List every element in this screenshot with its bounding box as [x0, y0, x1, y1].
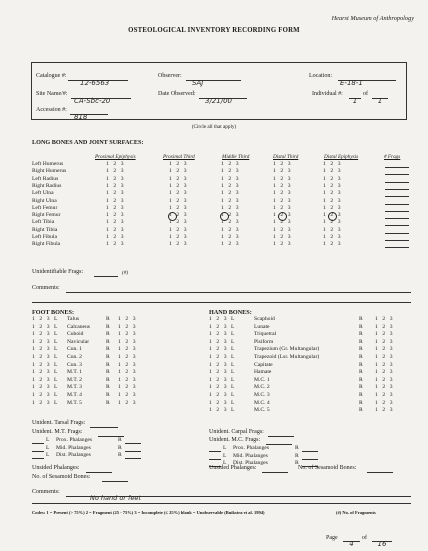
score-cell[interactable]: 1 2 3: [323, 190, 343, 197]
hand-bone-label: Hamate: [254, 369, 272, 376]
comments2-field[interactable]: No hand or feet: [66, 487, 411, 497]
circle-mark: [220, 212, 229, 221]
score-cell[interactable]: 1 2 3: [273, 226, 293, 233]
foot-bones-heading: FOOT BONES:: [32, 309, 75, 316]
col-proximal-third: Proximal Third: [163, 154, 195, 160]
score-cell[interactable]: 1 2 3: [221, 197, 241, 204]
long-bone-label: Right Fibula: [32, 241, 61, 248]
left-marker: L: [223, 445, 227, 451]
catalogue-field[interactable]: 12-6563: [68, 72, 128, 81]
phalanges-label: Dist. Phalanges: [233, 460, 268, 467]
col-proximal-epiphysis: Proximal Epiphysis: [95, 154, 136, 160]
hand-left-score[interactable]: 1 2 3: [209, 392, 229, 398]
score-cell[interactable]: 1 2 3: [323, 161, 343, 167]
score-cell[interactable]: 1 2 3: [323, 219, 343, 226]
hand-right-score[interactable]: 1 2 3: [375, 361, 395, 368]
foot-right-marker: R: [106, 346, 110, 353]
score-cell[interactable]: 1 2 3: [323, 168, 343, 175]
hand-bone-label: Triquetral: [254, 331, 277, 338]
score-cell[interactable]: 1 2 3: [169, 182, 189, 189]
codes-legend: Codes: 1 = Present (> 75%) 2 = Fragment (25 - 75%) 3 = Incomplete (≤ 25%) blank = Unobservable (Buikstra et al. 1994): [32, 510, 265, 515]
hand-right-marker: R: [359, 323, 363, 330]
score-cell[interactable]: 1 2 3: [106, 204, 126, 211]
observer-field[interactable]: SAJ: [186, 72, 241, 81]
score-cell[interactable]: 1 2 3: [273, 234, 293, 240]
long-bone-label: Right Tibia: [32, 226, 58, 233]
foot-right-score[interactable]: 1 2 3: [118, 316, 138, 322]
foot-bone-label: M.T. 1: [67, 369, 82, 376]
score-cell[interactable]: 1 2 3: [106, 182, 126, 189]
foot-left-marker: L: [54, 384, 58, 391]
foot-left-marker: L: [54, 399, 58, 406]
date-field[interactable]: 3/21/00: [199, 90, 247, 99]
foot-right-marker: R: [106, 338, 110, 345]
score-cell[interactable]: 1 2 3: [106, 190, 126, 197]
score-cell[interactable]: 1 2 3: [106, 161, 126, 167]
hand-left-score[interactable]: 1 2 3: [209, 316, 229, 322]
hand-left-score[interactable]: 1 2 3: [209, 323, 229, 330]
unidentifiable-label: Unidentifiable Frags:: [32, 269, 84, 275]
hand-left-score[interactable]: 1 2 3: [209, 384, 229, 391]
comments-line[interactable]: [66, 292, 411, 293]
left-marker: L: [46, 437, 50, 443]
foot-right-score[interactable]: 1 2 3: [118, 331, 138, 338]
foot-left-marker: L: [54, 338, 58, 345]
right-marker: R: [295, 460, 299, 467]
score-cell[interactable]: 1 2 3: [273, 190, 293, 197]
hand-bone-label: M.C. 4: [254, 399, 270, 406]
museum-name: Hearst Museum of Anthropology: [331, 15, 414, 22]
unident-mt-field[interactable]: [98, 428, 124, 437]
long-bone-label: Left Fibula: [32, 234, 58, 240]
foot-right-score[interactable]: 1 2 3: [118, 376, 138, 383]
hand-sesamoid-label: No. of Sesamoid Bones:: [298, 465, 357, 471]
circle-mark: [278, 212, 287, 221]
location-field[interactable]: E-18-1: [338, 72, 396, 81]
foot-right-score[interactable]: 1 2 3: [118, 346, 138, 353]
foot-left-marker: L: [54, 354, 58, 360]
score-cell[interactable]: 1 2 3: [221, 219, 241, 226]
page-of-label: of: [362, 535, 367, 541]
score-cell[interactable]: 1 2 3: [169, 168, 189, 175]
hand-right-marker: R: [359, 316, 363, 322]
hand-bone-label: Scaphoid: [254, 316, 275, 322]
hand-right-marker: R: [359, 369, 363, 376]
score-cell[interactable]: 1 2 3: [273, 161, 293, 167]
hand-left-marker: L: [231, 323, 235, 330]
foot-right-marker: R: [106, 361, 110, 368]
foot-right-marker: R: [106, 384, 110, 391]
phalanges-label: Prox. Phalanges: [56, 437, 93, 443]
foot-bone-label: M.T. 5: [67, 399, 82, 406]
score-cell[interactable]: 1 2 3: [323, 182, 343, 189]
long-bone-row: [32, 234, 412, 241]
hand-left-score[interactable]: 1 2 3: [209, 407, 229, 414]
unidentifiable-field[interactable]: [94, 268, 118, 277]
hand-right-marker: R: [359, 331, 363, 338]
accession-label: Accession #:: [36, 107, 67, 113]
foot-left-score[interactable]: 1 2 3: [32, 338, 52, 345]
unident-carpal-label: Unident. Carpal Frags:: [209, 429, 264, 435]
score-cell[interactable]: 1 2 3: [221, 161, 241, 167]
hand-bone-label: Capitate: [254, 361, 273, 368]
hand-right-marker: R: [359, 399, 363, 406]
hand-bones-heading: HAND BONES:: [209, 309, 252, 316]
hand-left-marker: L: [231, 338, 235, 345]
col-distal-third: Distal Third: [273, 154, 299, 160]
comments-line-2: [32, 302, 411, 303]
score-cell[interactable]: 1 2 3: [323, 241, 343, 248]
long-bone-label: Left Humerus: [32, 161, 64, 167]
circle-mark: [168, 212, 177, 221]
individual-label: Individual #:: [312, 91, 343, 97]
foot-right-marker: R: [106, 399, 110, 406]
long-bone-label: Left Femur: [32, 204, 58, 211]
right-count-field[interactable]: [125, 437, 141, 444]
hand-right-score[interactable]: 1 2 3: [375, 331, 395, 338]
score-cell[interactable]: 1 2 3: [106, 197, 126, 204]
hand-bone-label: M.C. 3: [254, 392, 270, 398]
foot-right-score[interactable]: 1 2 3: [118, 338, 138, 345]
foot-right-score[interactable]: 1 2 3: [118, 361, 138, 368]
long-bone-row: [32, 161, 412, 168]
unidentifiable-suffix: (#): [122, 270, 129, 276]
foot-bone-label: M.T. 2: [67, 376, 82, 383]
foot-left-marker: L: [54, 331, 58, 338]
hand-left-score[interactable]: 1 2 3: [209, 338, 229, 345]
catalogue-label: Catalogue #:: [36, 73, 67, 79]
score-cell[interactable]: 1 2 3: [273, 204, 293, 211]
foot-bone-label: Cun. 3: [67, 361, 82, 368]
score-cell[interactable]: 1 2 3: [221, 226, 241, 233]
phalanges-label: Mid. Phalanges: [56, 444, 91, 451]
hand-right-score[interactable]: 1 2 3: [375, 354, 395, 360]
score-cell[interactable]: 1 2 3: [273, 212, 293, 219]
hand-left-score[interactable]: 1 2 3: [209, 376, 229, 383]
score-cell[interactable]: 1 2 3: [169, 234, 189, 240]
foot-left-score[interactable]: 1 2 3: [32, 392, 52, 398]
hand-right-score[interactable]: 1 2 3: [375, 407, 395, 414]
score-cell[interactable]: 1 2 3: [169, 212, 189, 219]
hand-left-marker: L: [231, 361, 235, 368]
left-marker: L: [46, 444, 50, 451]
foot-left-score[interactable]: 1 2 3: [32, 361, 52, 368]
left-count-field[interactable]: [32, 437, 44, 444]
score-cell[interactable]: 1 2 3: [273, 197, 293, 204]
unident-tarsal-field[interactable]: [90, 419, 118, 428]
hand-right-score[interactable]: 1 2 3: [375, 338, 395, 345]
score-cell[interactable]: 1 2 3: [169, 204, 189, 211]
long-bones-heading: LONG BONES AND JOINT SURFACES:: [32, 139, 144, 146]
score-cell[interactable]: 1 2 3: [221, 204, 241, 211]
hand-right-marker: R: [359, 338, 363, 345]
left-marker: L: [223, 460, 227, 467]
score-cell[interactable]: 1 2 3: [169, 190, 189, 197]
long-bone-label: Left Radius: [32, 175, 59, 182]
score-cell[interactable]: 1 2 3: [106, 234, 126, 240]
col-distal-epiphysis: Distal Epiphysis: [324, 154, 359, 160]
comments-label: Comments:: [32, 285, 60, 291]
foot-left-score[interactable]: 1 2 3: [32, 399, 52, 406]
score-cell[interactable]: 1 2 3: [221, 234, 241, 240]
score-cell[interactable]: 1 2 3: [106, 175, 126, 182]
score-cell[interactable]: 1 2 3: [273, 182, 293, 189]
hand-right-score[interactable]: 1 2 3: [375, 316, 395, 322]
foot-right-marker: R: [106, 316, 110, 322]
foot-right-marker: R: [106, 331, 110, 338]
score-cell[interactable]: 1 2 3: [323, 175, 343, 182]
score-cell[interactable]: 1 2 3: [106, 219, 126, 226]
left-count-field[interactable]: [32, 452, 44, 459]
long-bone-row: [32, 168, 412, 175]
score-cell[interactable]: 1 2 3: [106, 168, 126, 175]
left-marker: L: [223, 452, 227, 459]
hand-right-marker: R: [359, 407, 363, 414]
hand-left-marker: L: [231, 346, 235, 353]
frags-field[interactable]: [385, 247, 409, 248]
hand-left-marker: L: [231, 331, 235, 338]
score-cell[interactable]: 1 2 3: [323, 197, 343, 204]
foot-bone-label: Cuboid: [67, 331, 84, 338]
foot-sesamoid-label: No. of Sesamoid Bones:: [32, 474, 91, 480]
score-cell[interactable]: 1 2 3: [221, 190, 241, 197]
hand-right-score[interactable]: 1 2 3: [375, 369, 395, 376]
hand-right-marker: R: [359, 376, 363, 383]
hand-right-marker: R: [359, 384, 363, 391]
score-cell[interactable]: 1 2 3: [221, 175, 241, 182]
phalanges-label: Dist. Phalanges: [56, 452, 91, 459]
hand-left-score[interactable]: 1 2 3: [209, 354, 229, 360]
hand-left-score[interactable]: 1 2 3: [209, 369, 229, 376]
right-count-field[interactable]: [125, 452, 141, 459]
long-bone-row: [32, 183, 412, 190]
foot-unsided-field[interactable]: [86, 464, 112, 473]
hand-bone-label: M.C. 5: [254, 407, 270, 414]
col-frags: # Frags: [384, 154, 401, 160]
right-marker: R: [118, 444, 122, 451]
hand-left-marker: L: [231, 316, 235, 322]
foot-bone-label: Cun. 1: [67, 346, 82, 353]
hand-right-marker: R: [359, 392, 363, 398]
hand-left-marker: L: [231, 399, 235, 406]
left-count-field[interactable]: [209, 445, 221, 452]
comments2-line-2: [32, 503, 411, 504]
score-cell[interactable]: 1 2 3: [273, 175, 293, 182]
observer-label: Observer:: [158, 73, 182, 79]
hand-right-marker: R: [359, 354, 363, 360]
score-cell[interactable]: 1 2 3: [221, 182, 241, 189]
foot-left-score[interactable]: 1 2 3: [32, 316, 52, 322]
unident-mt-label: Unident. M.T. Frags:: [32, 429, 83, 435]
right-count-field[interactable]: [302, 453, 318, 460]
foot-sesamoid-field[interactable]: [102, 473, 128, 482]
foot-right-marker: R: [106, 376, 110, 383]
foot-left-marker: L: [54, 316, 58, 322]
phalanges-label: Mid. Phalanges: [233, 452, 268, 459]
circle-mark: [328, 212, 337, 221]
score-cell[interactable]: 1 2 3: [169, 226, 189, 233]
long-bone-label: Right Radius: [32, 182, 62, 189]
location-label: Location:: [309, 73, 332, 79]
right-count-field[interactable]: [125, 445, 141, 452]
score-cell[interactable]: 1 2 3: [273, 219, 293, 226]
hand-sesamoid-field[interactable]: [367, 464, 393, 473]
left-marker: L: [46, 452, 50, 459]
score-cell[interactable]: 1 2 3: [169, 197, 189, 204]
form-title: OSTEOLOGICAL INVENTORY RECORDING FORM: [128, 27, 300, 34]
hand-left-score[interactable]: 1 2 3: [209, 346, 229, 353]
left-count-field[interactable]: [32, 445, 44, 452]
foot-right-marker: R: [106, 354, 110, 360]
score-cell[interactable]: 1 2 3: [106, 226, 126, 233]
long-bone-label: Left Ulna: [32, 190, 54, 197]
foot-right-score[interactable]: 1 2 3: [118, 384, 138, 391]
hand-left-marker: L: [231, 407, 235, 414]
foot-bone-label: Navicular: [67, 338, 90, 345]
hand-left-marker: L: [231, 392, 235, 398]
foot-left-marker: L: [54, 361, 58, 368]
of-label: of: [363, 91, 368, 97]
comments2-label: Comments:: [32, 489, 60, 495]
foot-bone-label: M.T. 4: [67, 392, 82, 398]
hand-left-marker: L: [231, 369, 235, 376]
score-cell[interactable]: 1 2 3: [221, 212, 241, 219]
score-cell[interactable]: 1 2 3: [106, 241, 126, 248]
hand-right-marker: R: [359, 346, 363, 353]
long-bone-row: [32, 227, 412, 234]
col-middle-third: Middle Third: [222, 154, 250, 160]
foot-left-score[interactable]: 1 2 3: [32, 354, 52, 360]
score-cell[interactable]: 1 2 3: [169, 241, 189, 248]
score-cell[interactable]: 1 2 3: [221, 168, 241, 175]
site-field[interactable]: CA-Sbc-20: [71, 90, 131, 99]
score-cell[interactable]: 1 2 3: [323, 212, 343, 219]
foot-right-marker: R: [106, 323, 110, 330]
circle-note: (Circle all that apply): [191, 124, 237, 130]
hand-right-score[interactable]: 1 2 3: [375, 376, 395, 383]
hand-left-score[interactable]: 1 2 3: [209, 399, 229, 406]
hand-unsided-field[interactable]: [262, 464, 288, 473]
long-bone-row: [32, 176, 412, 183]
hand-right-score[interactable]: 1 2 3: [375, 392, 395, 398]
foot-right-score[interactable]: 1 2 3: [118, 323, 138, 330]
foot-right-score[interactable]: 1 2 3: [118, 392, 138, 398]
foot-left-marker: L: [54, 376, 58, 383]
hand-left-score[interactable]: 1 2 3: [209, 331, 229, 338]
long-bone-row: [32, 190, 412, 197]
long-bone-label: Right Humerus: [32, 168, 67, 175]
hand-bone-label: M.C. 1: [254, 376, 270, 383]
right-marker: R: [295, 445, 299, 451]
hand-left-marker: L: [231, 354, 235, 360]
hand-left-marker: L: [231, 384, 235, 391]
score-cell[interactable]: 1 2 3: [221, 241, 241, 248]
foot-left-score[interactable]: 1 2 3: [32, 323, 52, 330]
score-cell[interactable]: 1 2 3: [169, 175, 189, 182]
score-cell[interactable]: 1 2 3: [169, 219, 189, 226]
hand-left-score[interactable]: 1 2 3: [209, 361, 229, 368]
hand-bone-label: Lunate: [254, 323, 270, 330]
page-total-field[interactable]: 16: [372, 533, 392, 542]
foot-left-score[interactable]: 1 2 3: [32, 376, 52, 383]
foot-right-score[interactable]: 1 2 3: [118, 354, 138, 360]
phalanges-label: Prox. Phalanges: [233, 445, 270, 451]
long-bone-label: Left Tibia: [32, 219, 55, 226]
page-label: Page: [326, 535, 338, 541]
foot-bone-label: M.T. 3: [67, 384, 82, 391]
hand-left-marker: L: [231, 376, 235, 383]
unident-mc-field[interactable]: [266, 436, 292, 445]
hand-right-score[interactable]: 1 2 3: [375, 346, 395, 353]
right-marker: R: [118, 437, 122, 443]
score-cell[interactable]: 1 2 3: [169, 161, 189, 167]
foot-left-marker: L: [54, 392, 58, 398]
foot-bone-label: Cun. 2: [67, 354, 82, 360]
long-bone-label: Right Ulna: [32, 197, 57, 204]
foot-left-marker: L: [54, 346, 58, 353]
hand-right-score[interactable]: 1 2 3: [375, 323, 395, 330]
score-cell[interactable]: 1 2 3: [273, 168, 293, 175]
foot-left-score[interactable]: 1 2 3: [32, 331, 52, 338]
date-label: Date Observed:: [158, 91, 196, 97]
foot-bone-label: Calcaneus: [67, 323, 90, 330]
site-label: Site Name/#:: [36, 91, 68, 97]
right-marker: R: [118, 452, 122, 459]
long-bone-row: [32, 198, 412, 205]
unident-tarsal-label: Unident. Tarsal Frags:: [32, 420, 86, 426]
foot-left-score[interactable]: 1 2 3: [32, 369, 52, 376]
long-bone-row: [32, 205, 412, 212]
hand-right-score[interactable]: 1 2 3: [375, 384, 395, 391]
page-field[interactable]: 4: [343, 533, 360, 542]
foot-right-marker: R: [106, 369, 110, 376]
hand-bone-label: M.C. 2: [254, 384, 270, 391]
foot-right-marker: R: [106, 392, 110, 398]
hand-bone-label: Trapezoid (Lsr. Multangular): [254, 354, 320, 360]
hand-right-score[interactable]: 1 2 3: [375, 399, 395, 406]
score-cell[interactable]: 1 2 3: [323, 204, 343, 211]
foot-bone-label: Talus: [67, 316, 80, 322]
hand-bone-label: Pisiform: [254, 338, 274, 345]
foot-unsided-label: Unsided Phalanges:: [32, 465, 80, 471]
right-marker: R: [295, 452, 299, 459]
score-cell[interactable]: 1 2 3: [323, 234, 343, 240]
hand-unsided-label: Unsided Phalanges:: [209, 465, 257, 471]
foot-left-marker: L: [54, 323, 58, 330]
score-cell[interactable]: 1 2 3: [323, 226, 343, 233]
foot-right-score[interactable]: 1 2 3: [118, 369, 138, 376]
foot-right-score[interactable]: 1 2 3: [118, 399, 138, 406]
long-bone-row: [32, 241, 412, 248]
left-count-field[interactable]: [209, 453, 221, 460]
unident-mc-label: Unident. M.C. Frags:: [209, 437, 261, 443]
foot-left-score[interactable]: 1 2 3: [32, 346, 52, 353]
hand-right-marker: R: [359, 361, 363, 368]
score-cell[interactable]: 1 2 3: [106, 212, 126, 219]
individual-total-field[interactable]: 1: [372, 90, 388, 99]
long-bone-label: Right Femur: [32, 212, 61, 219]
foot-left-marker: L: [54, 369, 58, 376]
accession-field[interactable]: 818: [70, 106, 108, 115]
foot-left-score[interactable]: 1 2 3: [32, 384, 52, 391]
right-count-field[interactable]: [302, 445, 318, 452]
score-cell[interactable]: 1 2 3: [273, 241, 293, 248]
hand-bone-label: Trapezium (Gr. Multangular): [254, 346, 320, 353]
frags-legend: (#) No. of Fragments: [336, 510, 376, 515]
individual-field[interactable]: 1: [349, 90, 361, 99]
